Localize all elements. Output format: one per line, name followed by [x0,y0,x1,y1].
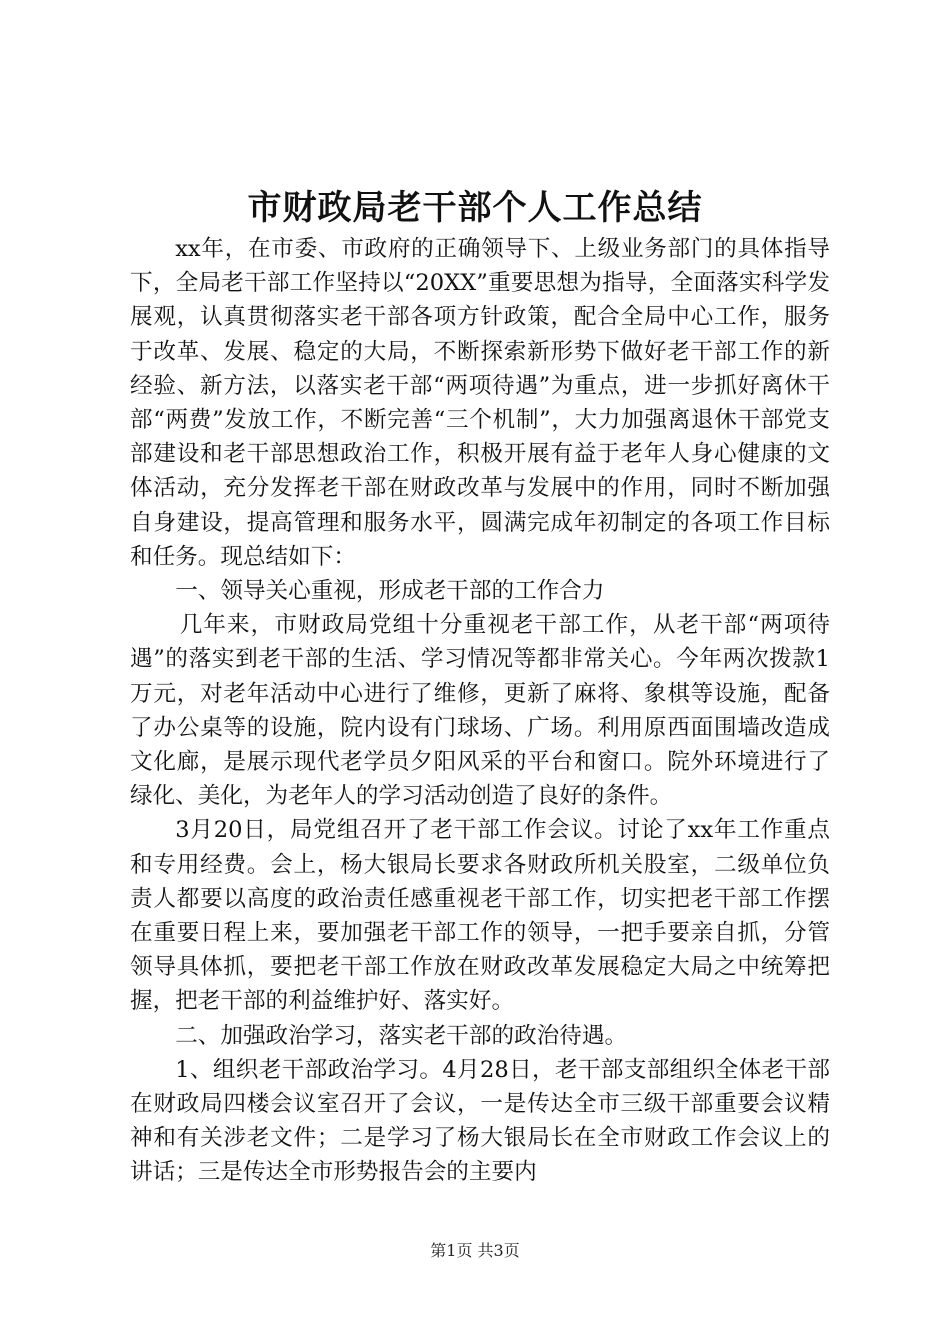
page-footer: 第1页 共3页 [430,1241,520,1260]
document-title: 市财政局老干部个人工作总结 [247,188,703,228]
document-body [130,232,830,1190]
paragraph-meeting: 3月20日，局党组召开了老干部工作会议。讨论了xx年工作重点和专用经费。会上，杨大银局长要求各财政所机关股室，二级单位负责人都要以高度的政治责任感重视老干部工作，切实把老干部工作摆在重要日程上来，要加强老干部工作的领导，一把手要亲自抓，分管领导具体抓，要把老干部工作放在财政改革发展稳定大局之中统筹把握，把老干部的利益维护好、落实好。 [130,817,830,1015]
section-heading-1: 一、领导关心重视，形成老干部的工作合力 [175,578,605,605]
paragraph-study: 1、组织老干部政治学习。4月28日，老干部支部组织全体老干部在财政局四楼会议室召开了会议，一是传达全市三级干部重要会议精神和有关涉老文件；二是学习了杨大银局长在全市财政工作会议上的讲话；三是传达全市形势报告会的主要内 [130,1056,830,1186]
section-heading-2: 二、加强政治学习，落实老干部的政治待遇。 [175,1022,628,1049]
paragraph-intro: xx年，在市委、市政府的正确领导下、上级业务部门的具体指导下，全局老干部工作坚持以“20XX”重要思想为指导，全面落实科学发展观，认真贯彻落实老干部各项方针政策，配合全局中心工作，服务于改革、发展、稳定的大局，不断探索新形势下做好老干部工作的新经验、新方法，以落实老干部“两项待遇”为重点，进一步抓好离休干部“两费”发放工作，不断完善“三个机制”，大力加强离退休干部党支部建设和老干部思想政治工作，积极开展有益于老年人身心健康的文体活动，充分发挥老干部在财政改革与发展中的作用，同时不断加强自身建设，提高管理和服务水平，圆满完成年初制定的各项工作目标和任务。现总结如下： [130,236,830,570]
paragraph-leadership: 几年来，市财政局党组十分重视老干部工作，从老干部“两项待遇”的落实到老干部的生活、学习情况等都非常关心。今年两次拨款1万元，对老年活动中心进行了维修，更新了麻将、象棋等设施，配备了办公桌等的设施，院内设有门球场、广场。利用原西面围墙改造成文化廊，是展示现代老学员夕阳风采的平台和窗口。院外环境进行了绿化、美化，为老年人的学习活动创造了良好的条件。 [130,612,830,810]
